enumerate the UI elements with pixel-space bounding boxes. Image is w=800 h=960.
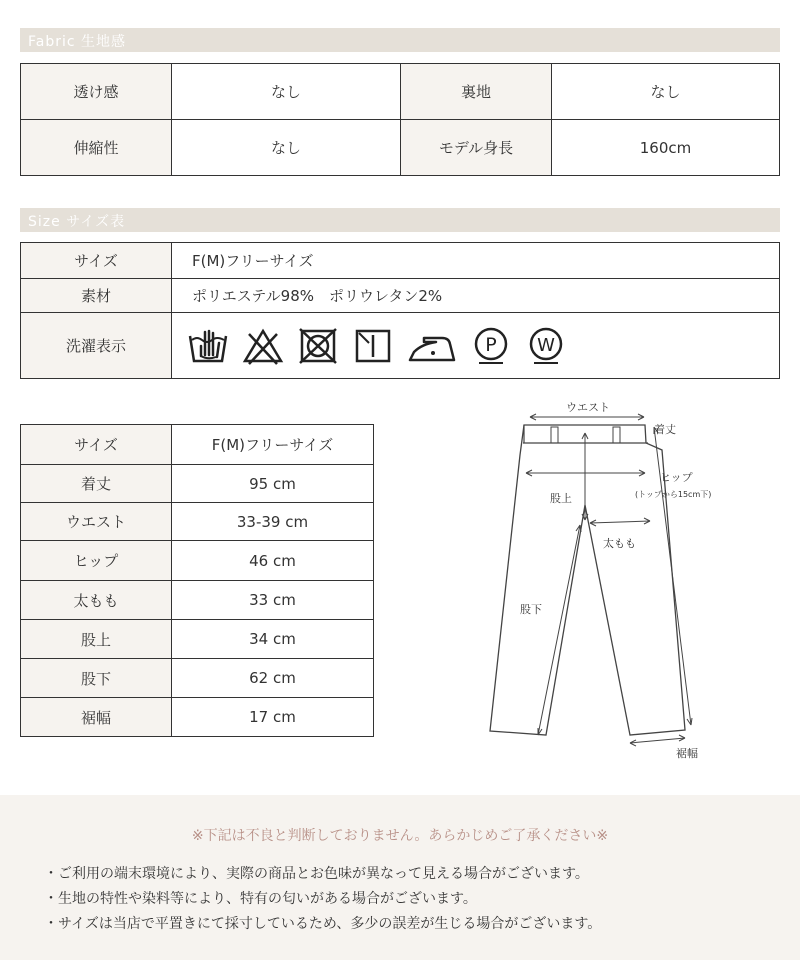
fabric-label: モデル身長 (401, 120, 552, 176)
measure-value: 33-39 cm (172, 503, 374, 541)
fabric-section-header (20, 28, 780, 52)
pants-outline (480, 395, 780, 765)
measure-label: 太もも (21, 581, 172, 620)
measure-row (21, 698, 374, 737)
measure-row (21, 620, 374, 659)
care-letter-w: W (537, 334, 555, 356)
measure-label: 裾幅 (21, 698, 172, 737)
measure-row (21, 541, 374, 581)
diagram-waist-label: ウエスト (566, 401, 610, 414)
notes-line: ・生地の特性や染料等により、特有の匂いがある場合がございます。 (44, 891, 477, 907)
size-info-value: ポリエステル98% ポリウレタン2% (172, 279, 780, 313)
measure-row (21, 503, 374, 541)
size-info-label: 素材 (21, 279, 172, 313)
measure-value: 17 cm (172, 698, 374, 737)
pants-measurement-diagram (480, 395, 780, 765)
notes-line: ・サイズは当店で平置きにて採寸しているため、多少の誤差が生じる場合がございます。 (44, 916, 602, 932)
notes-heading: ※下記は不良と判断しておりません。あらかじめご了承ください※ (191, 828, 609, 844)
fabric-value: なし (172, 64, 401, 120)
measure-header-value: F(M)フリーサイズ (172, 425, 374, 465)
measure-row (21, 581, 374, 620)
fabric-label: 伸縮性 (21, 120, 172, 176)
size-info-label: サイズ (21, 243, 172, 279)
fabric-section-title: Fabric 生地感 (28, 34, 127, 50)
measure-label: 股下 (21, 659, 172, 698)
fabric-value: 160cm (552, 120, 780, 176)
professional-dry-clean-p-icon (469, 326, 513, 366)
measure-label: 股上 (21, 620, 172, 659)
no-tumble-dry-icon (296, 326, 340, 366)
size-info-table (20, 242, 780, 379)
fabric-label: 裏地 (401, 64, 552, 120)
care-icons (172, 326, 779, 366)
low-iron-icon (406, 326, 458, 366)
notes-line: ・ご利用の端末環境により、実際の商品とお色味が異なって見える場合がございます。 (44, 866, 589, 882)
care-letter-p: P (485, 333, 497, 356)
diagram-thigh-label: 太もも (603, 537, 636, 550)
diagram-rise-label: 股上 (550, 492, 572, 505)
measure-label: ウエスト (21, 503, 172, 541)
measure-row (21, 659, 374, 698)
fabric-value: なし (172, 120, 401, 176)
fabric-table (20, 63, 780, 176)
care-row (21, 313, 780, 379)
fabric-row (21, 64, 780, 120)
measure-header-row (21, 425, 374, 465)
size-info-value: F(M)フリーサイズ (172, 243, 780, 279)
measure-value: 33 cm (172, 581, 374, 620)
no-bleach-icon (241, 326, 285, 366)
diagram-inseam-label: 股下 (520, 603, 542, 616)
measure-value: 46 cm (172, 541, 374, 581)
hand-wash-icon (186, 326, 230, 366)
measure-row (21, 465, 374, 503)
professional-wet-clean-w-icon (524, 326, 568, 366)
size-info-row (21, 279, 780, 313)
measure-value: 95 cm (172, 465, 374, 503)
size-section-header (20, 208, 780, 232)
diagram-length-label: 着丈 (654, 423, 676, 436)
measure-value: 62 cm (172, 659, 374, 698)
diagram-hem-label: 裾幅 (676, 747, 698, 760)
measure-label: 着丈 (21, 465, 172, 503)
care-label: 洗濯表示 (21, 313, 172, 379)
care-icons-cell (172, 313, 780, 379)
size-section-title: Size サイズ表 (28, 214, 126, 230)
fabric-value: なし (552, 64, 780, 120)
measure-label: ヒップ (21, 541, 172, 581)
line-dry-icon (351, 326, 395, 366)
fabric-row (21, 120, 780, 176)
notes-panel (0, 795, 800, 960)
fabric-label: 透け感 (21, 64, 172, 120)
measure-value: 34 cm (172, 620, 374, 659)
measure-table (20, 424, 374, 737)
diagram-hip-label: ヒップ (660, 471, 693, 484)
measure-header-label: サイズ (21, 425, 172, 465)
diagram-hip-note: (トップから15cm下) (635, 490, 712, 499)
size-info-row (21, 243, 780, 279)
